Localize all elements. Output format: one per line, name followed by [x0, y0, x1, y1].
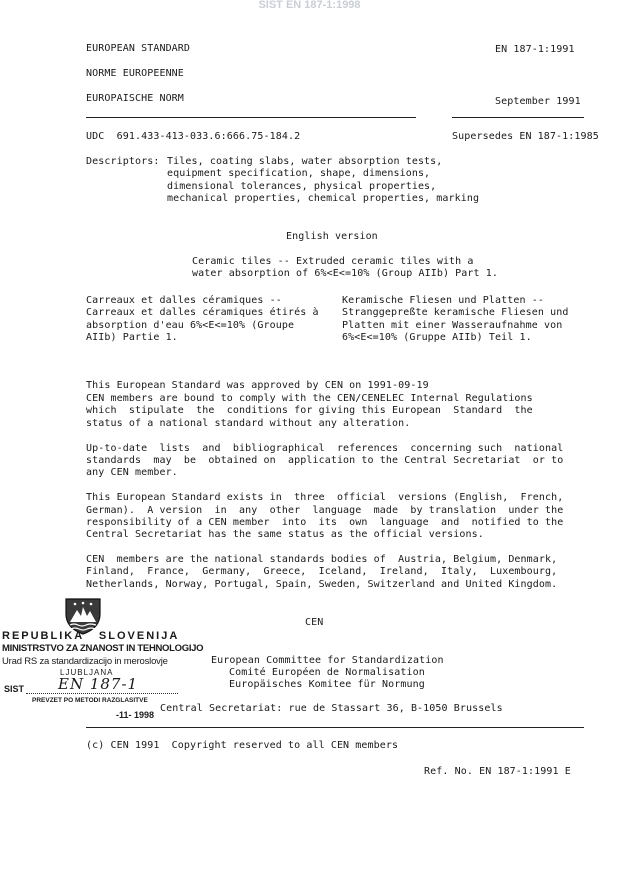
- header-line-en: EUROPEAN STANDARD: [86, 43, 191, 54]
- title-fr-line: Carreaux et dalles céramiques étirés à: [86, 307, 319, 318]
- standard-number: EN 187-1:1991: [495, 44, 575, 55]
- stamp-office: Urad RS za standardizacijo in meroslovje: [2, 656, 168, 667]
- paragraph-line: Netherlands, Norway, Portugal, Spain, Sweden, Switzerland and United Kingdom.: [86, 579, 558, 590]
- title-de-line: Platten mit einer Wasseraufnahme von: [342, 320, 563, 331]
- title-fr-line: AIIb) Partie 1.: [86, 332, 178, 343]
- stamp-sist-label: SIST: [4, 684, 25, 694]
- descriptors-label: Descriptors:: [86, 156, 160, 167]
- title-de-line: Stranggepreßte keramische Fliesen und: [342, 307, 569, 318]
- paragraph-line: which stipulate the conditions for giving this European Standard the: [86, 405, 533, 416]
- copyright: (c) CEN 1991 Copyright reserved to all CEN members: [86, 740, 399, 751]
- paragraph-line: This European Standard was approved by CEN on 1991-09-19: [86, 380, 429, 391]
- cen-name-fr: Comité Européen de Normalisation: [229, 667, 425, 678]
- paragraph-line: any CEN member.: [86, 467, 178, 478]
- footer-rule: [86, 727, 584, 728]
- paragraph-line: standards may be obtained on application to the Central Secretariat or to: [86, 455, 564, 466]
- title-line: Ceramic tiles -- Extruded ceramic tiles with a: [192, 256, 474, 267]
- title-fr-line: Carreaux et dalles céramiques --: [86, 295, 282, 306]
- paragraph-line: CEN members are the national standards bodies of Austria, Belgium, Denmark,: [86, 554, 558, 565]
- header-line-de: EUROPAISCHE NORM: [86, 93, 184, 104]
- stamp-handwritten-number: EN 187-1: [58, 675, 139, 693]
- descriptors-line: mechanical properties, chemical properties, marking: [167, 193, 480, 204]
- header-rule-right: [452, 117, 584, 118]
- paragraph-line: German). A version in any other language made by translation under the: [86, 505, 564, 516]
- cen-heading: CEN: [305, 617, 324, 628]
- paragraph-line: Finland, France, Germany, Greece, Iceland, Ireland, Italy, Luxembourg,: [86, 566, 558, 577]
- stamp-dotted-line: [26, 693, 178, 694]
- title-fr-line: absorption d'eau 6%<E<=10% (Groupe: [86, 320, 295, 331]
- stamp-republic: REPUBLIKA SLOVENIJA: [2, 630, 180, 642]
- cen-secretariat: Central Secretariat: rue de Stassart 36, B-1050 Brussels: [160, 703, 503, 714]
- watermark: SIST EN 187-1:1998: [258, 0, 361, 11]
- descriptors-line: equipment specification, shape, dimensions,: [167, 168, 431, 179]
- publication-date: September 1991: [495, 96, 581, 107]
- title-de-line: Keramische Fliesen und Platten --: [342, 295, 544, 306]
- paragraph-line: CEN members are bound to comply with the CEN/CENELEC Internal Regulations: [86, 393, 533, 404]
- paragraph-line: responsibility of a CEN member into its own language and notified to the: [86, 517, 564, 528]
- descriptors-line: Tiles, coating slabs, water absorption tests,: [167, 156, 443, 167]
- udc-code: UDC 691.433-413-033.6:666.75-184.2: [86, 131, 301, 142]
- paragraph-line: Central Secretariat has the same status as the official versions.: [86, 529, 484, 540]
- header-line-fr: NORME EUROPEENNE: [86, 68, 184, 79]
- cen-name-en: European Committee for Standardization: [211, 655, 444, 666]
- stamp-city: LJUBLJANA: [60, 668, 114, 677]
- paragraph-line: Up-to-date lists and bibliographical references concerning such national: [86, 443, 564, 454]
- paragraph-line: This European Standard exists in three official versions (English, French,: [86, 492, 564, 503]
- descriptors-line: dimensional tolerances, physical properties,: [167, 181, 437, 192]
- header-rule-left: [86, 117, 416, 118]
- stamp-date: -11- 1998: [116, 710, 155, 720]
- version-label: English version: [286, 231, 378, 242]
- cen-name-de: Europäisches Komitee für Normung: [229, 679, 425, 690]
- title-line: water absorption of 6%<E<=10% (Group AIIb) Part 1.: [192, 268, 499, 279]
- stamp-adopted: PREVZET PO METODI RAZGLASITVE: [32, 697, 148, 704]
- stamp-ministry: MINISTRSTVO ZA ZNANOST IN TEHNOLOGIJO: [2, 643, 204, 654]
- reference-number: Ref. No. EN 187-1:1991 E: [424, 766, 571, 777]
- supersedes: Supersedes EN 187-1:1985: [452, 131, 599, 142]
- paragraph-line: status of a national standard without any alteration.: [86, 418, 411, 429]
- title-de-line: 6%<E<=10% (Gruppe AIIb) Teil 1.: [342, 332, 532, 343]
